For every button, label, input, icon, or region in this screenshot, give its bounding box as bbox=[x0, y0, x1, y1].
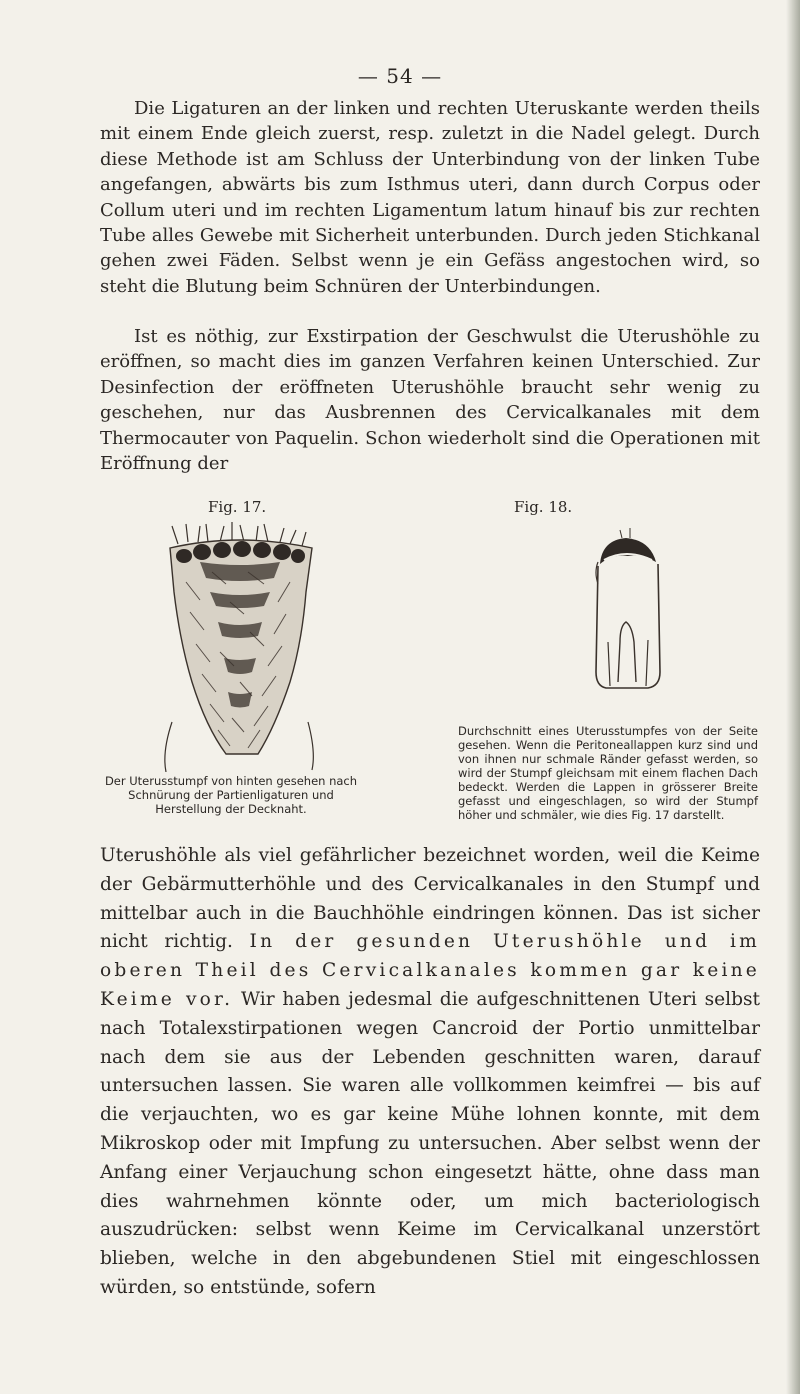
fig17-label: Fig. 17. bbox=[208, 498, 267, 516]
paragraph-ligatures: Die Ligaturen an der linken und rechten Uteruskante werden theils mit einem Ende gleich zuerst, resp. zuletzt in die Nadel gelegt. Durch diese Methode ist am Schluss der Unterbindung von der linken Tube angefangen, abwärts bis zum Isthmus uteri, dann durch Corpus oder Collum uteri und im rechten Ligamentum latum hinauf bis zur rechten Tube alles Gewebe mit Sicherheit unterbunden. Durch jeden Stichkanal gehen zwei Fäden. Selbst wenn je ein Gefäss angestochen wird, so steht die Blutung beim Schnüren der Unterbindungen. bbox=[100, 98, 760, 297]
paragraph-uterus-cavity-rest: Wir haben jedesmal die aufgeschnittenen Uteri selbst nach Totalexstirpationen wegen Cancroid der Portio unmittelbar nach dem sie aus der Lebenden geschnitten waren, darauf untersuchen lassen. Sie waren alle vollkommen keimfrei — bis auf die verjauchten, wo es gar keine Mühe lohnen konnte, mit dem Mikroskop oder mit Impfung zu untersuchen. Aber selbst wenn der Anfang einer Verjauchung schon eingesetzt hätte, ohne dass man dies wahrnehmen könnte oder, um mich bacteriologisch auszudrücken: selbst wenn Keime im Cervicalkanal unzerstört blieben, welche in den abgebundenen Stiel mit eingeschlossen würden, so entstünde, sofern bbox=[100, 988, 760, 1298]
paragraph-exstirpation: Ist es nöthig, zur Exstirpation der Geschwulst die Uterushöhle zu eröffnen, so macht dies im ganzen Verfahren keinen Unterschied. Zur Desinfection der eröffneten Uterushöhle braucht sehr wenig zu geschehen, nur das Ausbrennen des Cervicalkanales mit dem Thermocauter von Paquelin. Schon wiederholt sind die Operationen mit Eröffnung der bbox=[100, 326, 760, 475]
fig18-stump-cross-section bbox=[586, 522, 670, 722]
paragraph-uterus-cavity-start: Uterushöhle als viel gefährlicher bezeichnet worden, weil die Keime der Gebärmutterhöhle und des Cervicalkanales in den Stumpf und mittelbar auch in die Bauchhöhle eindringen können. Das ist sicher nicht richtig. bbox=[100, 845, 760, 953]
paragraph-uterus-cavity bbox=[100, 842, 760, 1303]
fig17-caption: Der Uterusstumpf von hinten gesehen nach Schnürung der Partienligaturen und Herstellung der Decknaht. bbox=[104, 774, 358, 816]
fig17-uterus-stump-illustration bbox=[140, 522, 340, 772]
spaced-emphasis-sentence: In der gesunden Uterushöhle und im oberen Theil des Cervicalkanales kommen gar keine Keime vor. bbox=[100, 931, 760, 1010]
page-number: — 54 — bbox=[357, 64, 443, 88]
page-edge-shadow bbox=[786, 0, 800, 1394]
fig18-caption: Durchschnitt eines Uterusstumpfes von der Seite gesehen. Wenn die Peritoneallappen kurz sind und von ihnen nur schmale Ränder gefasst werden, so wird der Stumpf gleichsam mit einem flachen Dach bedeckt. Werden die Lappen in grösserer Breite gefasst und eingeschlagen, so wird der Stumpf höher und schmäler, wie dies Fig. 17 darstellt. bbox=[458, 724, 758, 822]
fig18-label: Fig. 18. bbox=[514, 498, 573, 516]
